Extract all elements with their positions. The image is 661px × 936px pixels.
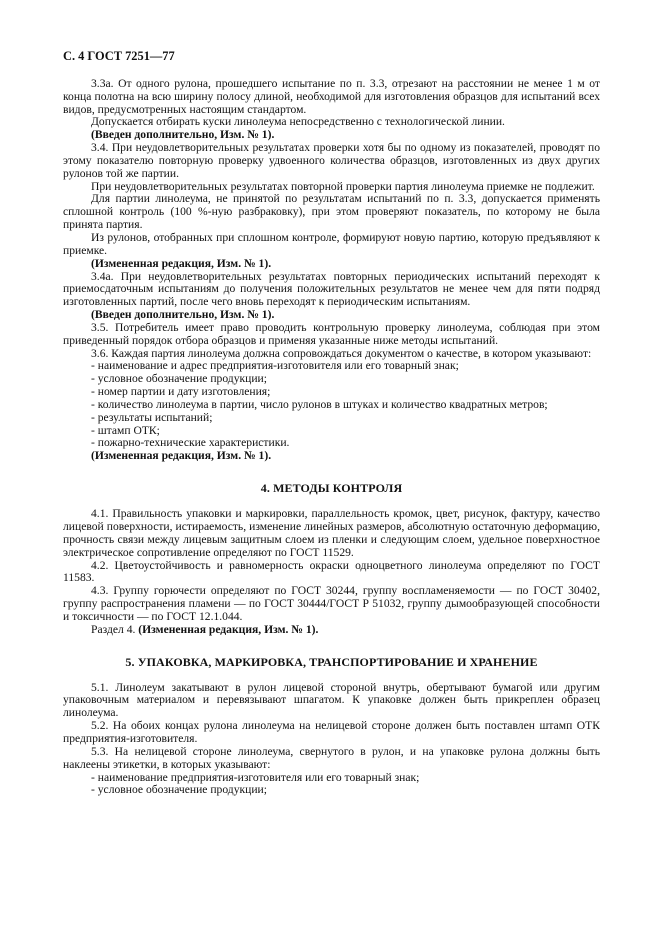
section-5-heading: 5. УПАКОВКА, МАРКИРОВКА, ТРАНСПОРТИРОВАНИЕ И ХРАНЕНИЕ [125, 654, 538, 669]
amendment-note [63, 309, 600, 322]
section-4 [63, 508, 600, 636]
paragraph: Допускается отбирать куски линолеума непосредственно с технологической линии. [91, 115, 505, 129]
paragraph-4-2: 4.2. Цветоустойчивость и равномерность окраски одноцветного линолеума определяют по ГОСТ 11583. [63, 558, 600, 585]
list-item: - штамп ОТК; [91, 423, 160, 437]
amendment-text: (Измененная редакция, Изм. № 1). [138, 622, 319, 636]
amendment-note [63, 624, 600, 637]
paragraph: Для партии линолеума, не принятой по результатам испытаний по п. 3.3, допускается применять сплошной контроль (100 %-ную разбраковку), при этом проверяют показатель, по которому не была принята партия. [63, 192, 600, 232]
section-3-continued [63, 78, 600, 463]
list-item: - номер партии и дату изготовления; [91, 385, 271, 399]
document-page [63, 50, 600, 797]
note-prefix: Раздел 4. [91, 622, 139, 636]
paragraph-3-3a: 3.3а. От одного рулона, прошедшего испытание по п. 3.3, отрезают на расстоянии не менее 1 м от конца полотна на всю ширину полосу длиной, необходимой для изготовления образцов для испытаний всех видов, предусмотренных настоящим стандартом. [63, 76, 600, 116]
list-item: - результаты испытаний; [91, 410, 213, 424]
list-item: - условное обозначение продукции; [91, 783, 267, 797]
list-item: - пожарно-технические характеристики. [91, 436, 290, 450]
list-item: - наименование и адрес предприятия-изготовителя или его товарный знак; [91, 359, 459, 373]
list-item: - количество линолеума в партии, число рулонов в штуках и количество квадратных метров; [91, 397, 548, 411]
amendment-text: (Введен дополнительно, Изм. № 1). [91, 308, 275, 322]
list-item: - наименование предприятия-изготовителя или его товарный знак; [91, 770, 420, 784]
section-4-heading: 4. МЕТОДЫ КОНТРОЛЯ [260, 481, 403, 496]
section-5 [63, 682, 600, 798]
amendment-note [63, 450, 600, 463]
page-header: С. 4 ГОСТ 7251—77 [63, 49, 175, 63]
paragraph-5-1: 5.1. Линолеум закатывают в рулон лицевой стороной внутрь, обертывают бумагой или другим упаковочным материалом и перевязывают шпагатом. К упаковке должен быть прикреплен образец линолеума. [63, 680, 600, 720]
list-item: - условное обозначение продукции; [91, 372, 267, 386]
paragraph: При неудовлетворительных результатах повторной проверки партия линолеума приемке не подлежит. [91, 179, 595, 193]
paragraph-3-4a: 3.4а. При неудовлетворительных результатах повторных периодических испытаний переходят к приемосдаточным испытаниям до получения положительных результатов не менее чем для пяти подряд изготовленных партий, после чего вновь переходят к периодическим испытаниям. [63, 269, 600, 309]
paragraph-3-4: 3.4. При неудовлетворительных результатах проверки хотя бы по одному из показателей, проводят по этому показателю повторную проверку удвоенного количества образцов, изготовленных из двух других рулонов той же партии. [63, 141, 600, 180]
paragraph-5-3: 5.3. На нелицевой стороне линолеума, свернутого в рулон, и на упаковке рулона должны быть наклеены этикетки, в которых указывают: [63, 744, 600, 771]
paragraph-3-6: 3.6. Каждая партия линолеума должна сопровождаться документом о качестве, в котором указывают: [91, 346, 592, 360]
amendment-text: (Введен дополнительно, Изм. № 1). [91, 128, 275, 142]
amendment-note [63, 258, 600, 271]
amendment-text: (Измененная редакция, Изм. № 1). [91, 256, 272, 270]
paragraph-5-2: 5.2. На обоих концах рулона линолеума на нелицевой стороне должен быть поставлен штамп ОТК предприятия-изготовителя. [63, 719, 600, 745]
paragraph-4-3: 4.3. Группу горючести определяют по ГОСТ 30244, группу воспламеняемости — по ГОСТ 30402, группу распространения пламени — по ГОСТ 30444/ГОСТ Р 51032, группу дымообразующей способности и токсичности — по ГОСТ 12.1.044. [63, 584, 600, 623]
amendment-text: (Измененная редакция, Изм. № 1). [91, 449, 272, 463]
paragraph-3-5: 3.5. Потребитель имеет право проводить контрольную проверку линолеума, соблюдая при этом приведенный порядок отбора образцов и применяя указанные ниже методы испытаний. [63, 320, 600, 347]
paragraph: Из рулонов, отобранных при сплошном контроле, формируют новую партию, которую предъявляют к приемке. [63, 230, 600, 257]
paragraph-4-1: 4.1. Правильность упаковки и маркировки, параллельность кромок, цвет, рисунок, фактуру, качество лицевой поверхности, истираемость, изменение линейных размеров, абсолютную остаточную деформацию, прочность связи между лицевым защитным слоем из пленки и следующим слоем, удельное поверхностное электрическое сопротивление определяют по ГОСТ 11529. [63, 507, 600, 559]
